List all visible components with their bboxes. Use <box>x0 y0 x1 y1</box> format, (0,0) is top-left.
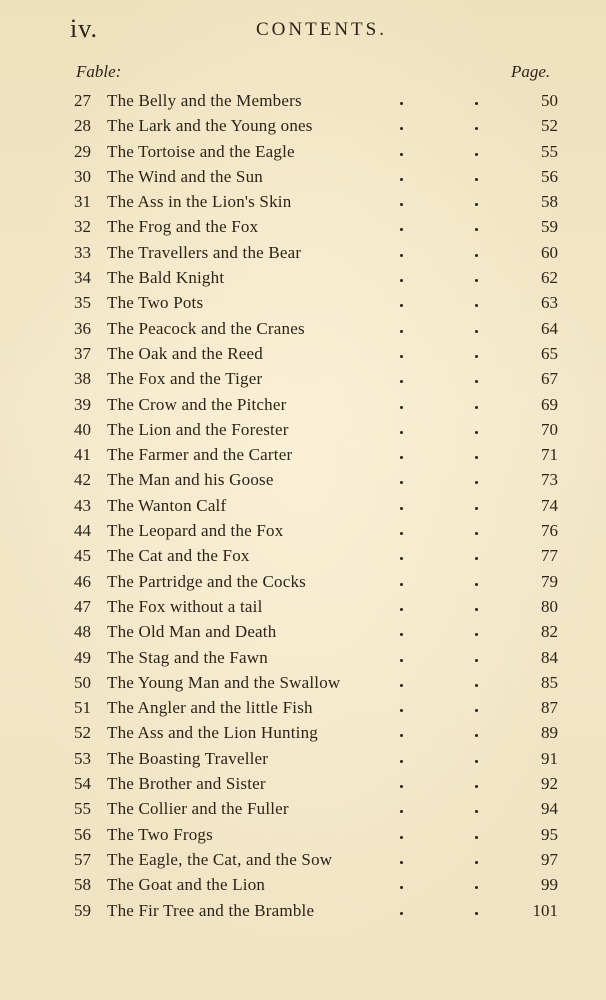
fable-page-number: 52 <box>541 116 558 136</box>
fable-title: The Two Pots <box>107 293 204 313</box>
fable-page-number: 65 <box>541 343 558 363</box>
contents-entry <box>0 569 606 594</box>
leader-dot <box>400 279 403 282</box>
fable-page-number: 76 <box>541 521 558 541</box>
fable-page-number: 70 <box>541 419 558 439</box>
fable-page-number: 77 <box>541 546 558 566</box>
page-header <box>70 14 550 46</box>
leader-dot <box>400 380 403 383</box>
fable-number: 58 <box>74 875 91 895</box>
fable-number: 33 <box>74 242 91 262</box>
fable-page-number: 64 <box>541 318 558 338</box>
fable-number: 46 <box>74 571 91 591</box>
contents-entry <box>0 265 606 290</box>
fable-page-number: 55 <box>541 141 558 161</box>
fable-page-number: 91 <box>541 748 558 768</box>
contents-entry <box>0 442 606 467</box>
leader-dot <box>475 153 478 156</box>
contents-entry <box>0 493 606 518</box>
leader-dot <box>400 760 403 763</box>
fable-number: 43 <box>74 495 91 515</box>
leader-dot <box>475 406 478 409</box>
fable-title: The Fox without a tail <box>107 596 263 616</box>
leader-dot <box>475 659 478 662</box>
fable-title: The Goat and the Lion <box>107 875 266 895</box>
contents-entry <box>0 796 606 821</box>
fable-number: 36 <box>74 318 91 338</box>
fable-title: The Travellers and the Bear <box>107 242 302 262</box>
leader-dot <box>400 406 403 409</box>
fable-number: 44 <box>74 521 91 541</box>
fable-number: 29 <box>74 141 91 161</box>
leader-dot <box>475 102 478 105</box>
fable-number: 55 <box>74 799 91 819</box>
contents-entry <box>0 113 606 138</box>
contents-entry <box>0 670 606 695</box>
fable-page-number: 92 <box>541 774 558 794</box>
fable-number: 35 <box>74 293 91 313</box>
leader-dot <box>400 684 403 687</box>
fable-page-number: 67 <box>541 369 558 389</box>
fable-page-number: 74 <box>541 495 558 515</box>
fable-number: 57 <box>74 849 91 869</box>
leader-dot <box>400 886 403 889</box>
fable-number: 40 <box>74 419 91 439</box>
leader-dot <box>400 608 403 611</box>
contents-entry <box>0 594 606 619</box>
leader-dot <box>400 912 403 915</box>
fable-number: 38 <box>74 369 91 389</box>
fable-title: The Frog and the Fox <box>107 217 259 237</box>
leader-dot <box>475 760 478 763</box>
fable-column-heading: Fable: <box>76 62 122 81</box>
fable-title: The Ass in the Lion's Skin <box>107 192 292 212</box>
contents-entry <box>0 645 606 670</box>
leader-dot <box>400 203 403 206</box>
contents-entry <box>0 189 606 214</box>
leader-dot <box>475 355 478 358</box>
contents-entry <box>0 366 606 391</box>
fable-page-number: 85 <box>541 672 558 692</box>
leader-dot <box>400 431 403 434</box>
fable-title: The Crow and the Pitcher <box>107 394 287 414</box>
leader-dot <box>475 836 478 839</box>
fable-page-number: 71 <box>541 445 558 465</box>
leader-dot <box>475 861 478 864</box>
contents-entry <box>0 746 606 771</box>
fable-title: The Cat and the Fox <box>107 546 250 566</box>
fable-number: 47 <box>74 596 91 616</box>
fable-page-number: 95 <box>541 824 558 844</box>
fable-title: The Two Frogs <box>107 824 213 844</box>
fable-number: 42 <box>74 470 91 490</box>
leader-dot <box>475 557 478 560</box>
fable-title: The Leopard and the Fox <box>107 521 284 541</box>
leader-dot <box>475 178 478 181</box>
fable-number: 39 <box>74 394 91 414</box>
leader-dot <box>475 912 478 915</box>
contents-entry <box>0 847 606 872</box>
fable-title: The Man and his Goose <box>107 470 274 490</box>
fable-number: 59 <box>74 900 91 920</box>
leader-dot <box>400 532 403 535</box>
fable-page-number: 58 <box>541 192 558 212</box>
fable-title: The Lark and the Young ones <box>107 116 313 136</box>
fable-title: The Tortoise and the Eagle <box>107 141 295 161</box>
fable-page-number: 94 <box>541 799 558 819</box>
leader-dot <box>400 734 403 737</box>
fable-title: The Collier and the Fuller <box>107 799 289 819</box>
contents-entry <box>0 316 606 341</box>
contents-entry <box>0 341 606 366</box>
leader-dot <box>400 254 403 257</box>
contents-entry <box>0 872 606 897</box>
fable-number: 54 <box>74 774 91 794</box>
leader-dot <box>475 734 478 737</box>
fable-page-number: 87 <box>541 698 558 718</box>
leader-dot <box>400 481 403 484</box>
fable-page-number: 79 <box>541 571 558 591</box>
fable-page-number: 60 <box>541 242 558 262</box>
page-number: iv. <box>70 14 99 43</box>
fable-page-number: 82 <box>541 622 558 642</box>
contents-entry <box>0 822 606 847</box>
contents-entry <box>0 290 606 315</box>
contents-entry <box>0 214 606 239</box>
fable-page-number: 84 <box>541 647 558 667</box>
leader-dot <box>475 380 478 383</box>
fable-number: 31 <box>74 192 91 212</box>
fable-page-number: 97 <box>541 849 558 869</box>
leader-dot <box>400 861 403 864</box>
fable-number: 45 <box>74 546 91 566</box>
fable-title: The Wind and the Sun <box>107 166 263 186</box>
fable-number: 56 <box>74 824 91 844</box>
leader-dot <box>475 532 478 535</box>
contents-list <box>0 88 606 923</box>
fable-page-number: 73 <box>541 470 558 490</box>
leader-dot <box>475 507 478 510</box>
fable-title: The Partridge and the Cocks <box>107 571 306 591</box>
fable-title: The Peacock and the Cranes <box>107 318 305 338</box>
leader-dot <box>400 709 403 712</box>
fable-number: 53 <box>74 748 91 768</box>
leader-dot <box>475 304 478 307</box>
contents-entry <box>0 695 606 720</box>
leader-dot <box>475 583 478 586</box>
leader-dot <box>400 659 403 662</box>
leader-dot <box>475 886 478 889</box>
leader-dot <box>400 456 403 459</box>
contents-entry <box>0 164 606 189</box>
leader-dot <box>475 456 478 459</box>
fable-title: The Young Man and the Swallow <box>107 672 341 692</box>
contents-entry <box>0 392 606 417</box>
fable-number: 51 <box>74 698 91 718</box>
leader-dot <box>400 633 403 636</box>
leader-dot <box>475 203 478 206</box>
leader-dot <box>400 330 403 333</box>
fable-page-number: 50 <box>541 91 558 110</box>
contents-entry <box>0 619 606 644</box>
fable-title: The Stag and the Fawn <box>107 647 268 667</box>
fable-number: 49 <box>74 647 91 667</box>
fable-title: The Ass and the Lion Hunting <box>107 723 318 743</box>
fable-number: 52 <box>74 723 91 743</box>
contents-entry <box>0 771 606 796</box>
leader-dot <box>475 431 478 434</box>
leader-dot <box>400 836 403 839</box>
leader-dot <box>475 330 478 333</box>
leader-dot <box>475 633 478 636</box>
fable-number: 28 <box>74 116 91 136</box>
fable-number: 50 <box>74 672 91 692</box>
fable-page-number: 80 <box>541 596 558 616</box>
fable-page-number: 89 <box>541 723 558 743</box>
contents-entry <box>0 543 606 568</box>
leader-dot <box>475 684 478 687</box>
fable-number: 27 <box>74 91 91 110</box>
fable-number: 32 <box>74 217 91 237</box>
fable-title: The Oak and the Reed <box>107 343 263 363</box>
fable-title: The Farmer and the Carter <box>107 445 293 465</box>
leader-dot <box>400 304 403 307</box>
leader-dot <box>475 127 478 130</box>
leader-dot <box>400 507 403 510</box>
contents-entry <box>0 898 606 923</box>
fable-page-number: 59 <box>541 217 558 237</box>
fable-page-number: 69 <box>541 394 558 414</box>
leader-dot <box>475 810 478 813</box>
leader-dot <box>400 557 403 560</box>
contents-entry <box>0 240 606 265</box>
leader-dot <box>400 785 403 788</box>
leader-dot <box>475 709 478 712</box>
leader-dot <box>400 178 403 181</box>
leader-dot <box>475 608 478 611</box>
contents-entry <box>0 467 606 492</box>
fable-number: 37 <box>74 343 91 363</box>
page-column-heading: Page. <box>511 62 551 81</box>
fable-title: The Fox and the Tiger <box>107 369 263 389</box>
leader-dot <box>400 102 403 105</box>
contents-entry <box>0 417 606 442</box>
leader-dot <box>475 254 478 257</box>
leader-dot <box>475 228 478 231</box>
contents-entry <box>0 720 606 745</box>
fable-title: The Eagle, the Cat, and the Sow <box>107 849 333 869</box>
fable-page-number: 62 <box>541 268 558 288</box>
fable-title: The Old Man and Death <box>107 622 277 642</box>
contents-entry <box>0 88 606 113</box>
fable-page-number: 101 <box>532 900 558 920</box>
leader-dot <box>400 583 403 586</box>
fable-number: 34 <box>74 268 91 288</box>
fable-title: The Wanton Calf <box>107 495 227 515</box>
fable-number: 30 <box>74 166 91 186</box>
fable-title: The Belly and the Members <box>107 91 302 110</box>
leader-dot <box>400 355 403 358</box>
leader-dot <box>475 481 478 484</box>
fable-page-number: 63 <box>541 293 558 313</box>
leader-dot <box>475 279 478 282</box>
leader-dot <box>400 153 403 156</box>
fable-page-number: 99 <box>541 875 558 895</box>
fable-title: The Angler and the little Fish <box>107 698 313 718</box>
fable-title: The Boasting Traveller <box>107 748 269 768</box>
fable-title: The Brother and Sister <box>107 774 266 794</box>
fable-title: The Lion and the Forester <box>107 419 289 439</box>
contents-entry <box>0 518 606 543</box>
fable-title: The Bald Knight <box>107 268 225 288</box>
leader-dot <box>400 127 403 130</box>
fable-page-number: 56 <box>541 166 558 186</box>
leader-dot <box>475 785 478 788</box>
fable-number: 48 <box>74 622 91 642</box>
leader-dot <box>400 810 403 813</box>
fable-number: 41 <box>74 445 91 465</box>
leader-dot <box>400 228 403 231</box>
contents-entry <box>0 139 606 164</box>
page-title: CONTENTS. <box>256 19 387 40</box>
fable-title: The Fir Tree and the Bramble <box>107 900 315 920</box>
